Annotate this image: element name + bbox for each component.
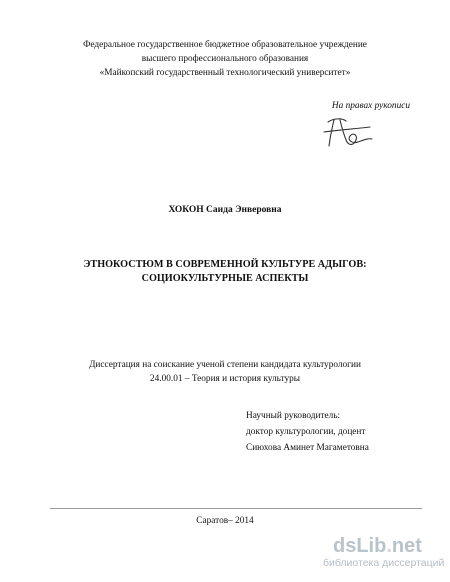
dissertation-title [0,258,450,286]
dslib-watermark [323,535,445,579]
organization-line-3: «Майкопский государственный технологический университет» [99,68,351,78]
supervisor-label: Научный руководитель: [246,411,341,421]
organization-line-1: Федеральное государственное бюджетное образовательное учреждение [83,40,367,50]
title-line-2: СОЦИОКУЛЬТУРНЫЕ АСПЕКТЫ [141,273,309,284]
specialty-line: 24.00.01 – Теория и история культуры [149,374,300,384]
organization-line-2: высшего профессионального образования [141,54,309,64]
title-line-1: ЭТНОКОСТЮМ В СОВРЕМЕННОЙ КУЛЬТУРЕ АДЫГОВ: [83,259,367,270]
watermark-subtitle: библиотека диссертаций [323,557,445,569]
degree-line: Диссертация на соискание ученой степени кандидата культурологии [89,360,361,370]
supervisor-degree: доктор культурологии, доцент [246,427,366,437]
organization-block [0,38,450,80]
handwritten-signature [320,112,380,152]
footer-divider [50,508,422,509]
author-name: ХОКОН Саида Энверовна [168,205,282,215]
watermark-logo: dsLib.net [333,535,422,557]
city-year: Саратов– 2014 [196,516,254,526]
supervisor-name: Сиюхова Аминет Магаметовна [246,443,369,453]
dissertation-info [0,358,450,386]
supervisor-block [246,408,369,456]
rights-note: На правах рукописи [331,101,410,111]
